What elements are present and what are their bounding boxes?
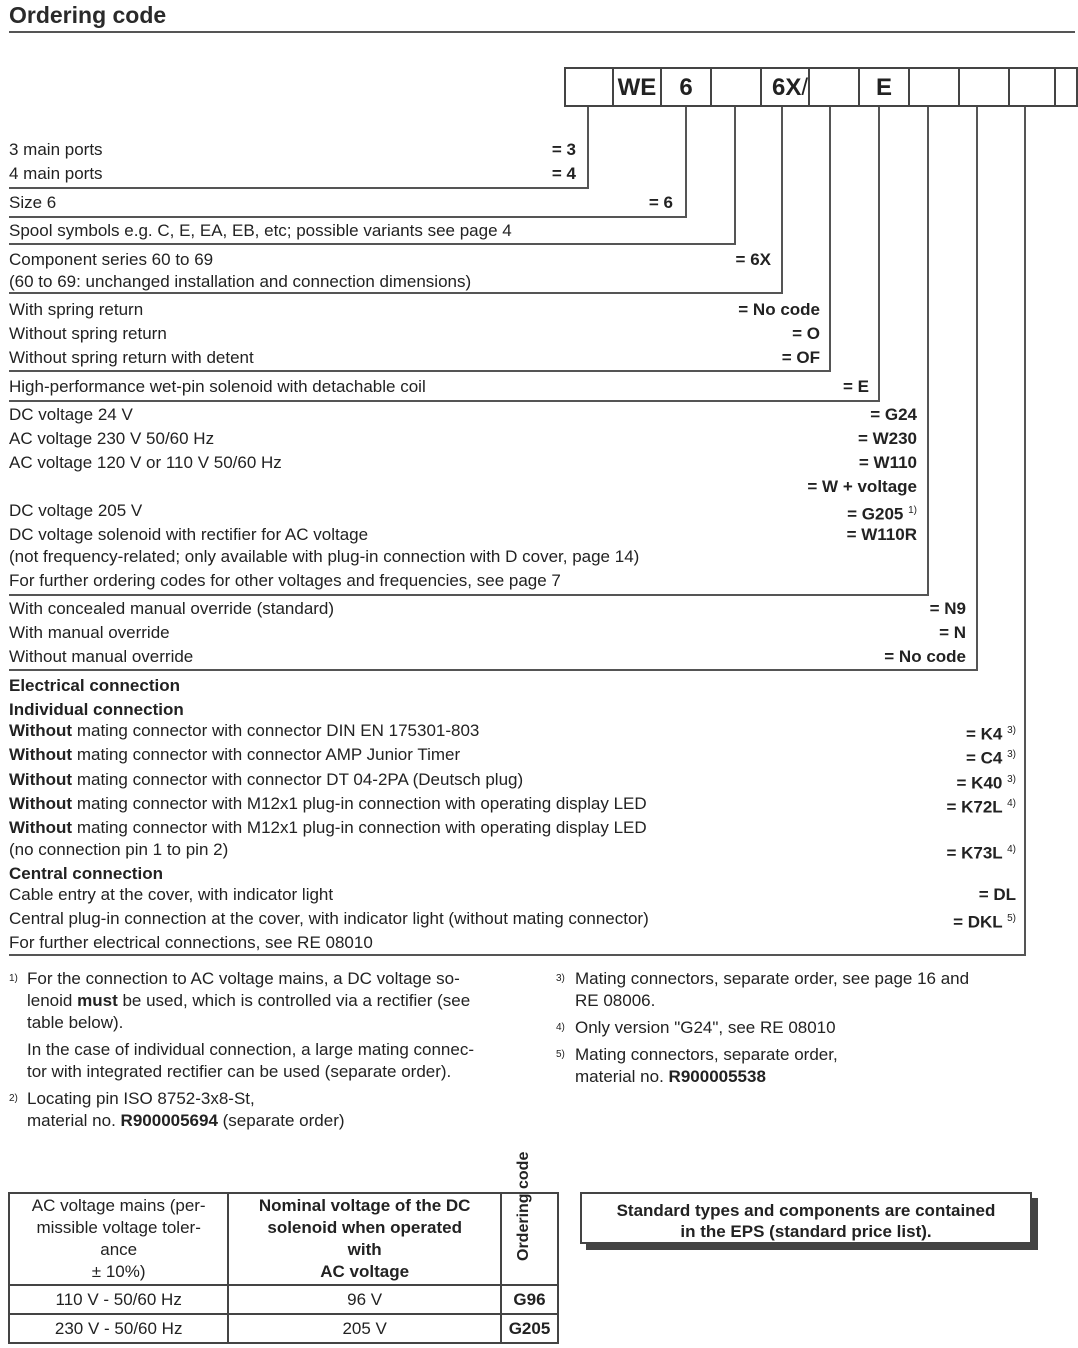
connector-line xyxy=(734,107,736,244)
section-heading: Central connection xyxy=(9,864,163,883)
connector-line xyxy=(829,107,831,371)
row-label: Component series 60 to 69 xyxy=(9,250,214,269)
row-label: DC voltage 24 V xyxy=(9,405,133,424)
row-code: = 4 xyxy=(551,164,576,183)
code-box-series: 6X/ xyxy=(760,69,808,105)
table-header-mains: AC voltage mains (per- missible voltage toler- ance ± 10%) xyxy=(9,1193,228,1285)
table-cell: 96 V xyxy=(228,1285,501,1314)
group-rule xyxy=(9,669,978,671)
row-code: = G24 xyxy=(870,405,917,424)
footnote-3-line: RE 08006. xyxy=(575,991,656,1010)
row-code: = N9 xyxy=(929,599,966,618)
row-label: With manual override xyxy=(9,623,170,642)
footnote-1-line: table below). xyxy=(27,1013,124,1032)
row-code: = W + voltage xyxy=(807,477,917,496)
footnote-4: $^{4)}$ Only version "G24", see RE 08010 xyxy=(556,1018,836,1037)
row-code: = W110R xyxy=(846,525,917,544)
table-header-row xyxy=(9,1193,558,1285)
group-rule xyxy=(9,243,736,245)
row-code: = G205 $^{1)}$ xyxy=(847,504,917,524)
row-label: (not frequency-related; only available with plug-in connection with D cover, page 14) xyxy=(9,547,640,566)
row-label: For further electrical connections, see RE 08010 xyxy=(9,933,373,952)
row-label: Without mating connector with connector DT 04-2PA (Deutsch plug) xyxy=(9,770,524,789)
code-box-spring xyxy=(808,69,858,105)
row-code: = No code xyxy=(738,300,820,319)
row-code: = W110 xyxy=(858,453,917,472)
row-label: With concealed manual override (standard) xyxy=(9,599,335,618)
footnote-5-line: material no. R900005538 xyxy=(575,1067,766,1086)
code-box-override xyxy=(958,69,1008,105)
footnote-3: $^{3)}$ Mating connectors, separate order, see page 16 and xyxy=(556,969,970,988)
table-cell: G205 xyxy=(501,1314,558,1343)
row-label: AC voltage 230 V 50/60 Hz xyxy=(9,429,215,448)
code-box-connection xyxy=(1008,69,1054,105)
row-code: = K73L $^{4)}$ xyxy=(946,843,1016,863)
group-rule xyxy=(9,400,880,402)
connector-line xyxy=(685,107,687,217)
footnote-1-line: In the case of individual connection, a large mating connec- xyxy=(27,1040,474,1059)
code-box-voltage xyxy=(908,69,958,105)
row-label: 3 main ports xyxy=(9,140,103,159)
group-rule xyxy=(9,187,589,189)
title-rule xyxy=(9,31,1075,33)
group-rule xyxy=(9,370,831,372)
ordering-code-boxes xyxy=(564,67,1078,107)
row-code: = OF xyxy=(781,348,820,367)
row-code: = K72L $^{4)}$ xyxy=(946,797,1016,817)
footnote-5: $^{5)}$ Mating connectors, separate order, xyxy=(556,1045,838,1064)
table-cell: 205 V xyxy=(228,1314,501,1343)
connector-line xyxy=(587,107,589,188)
eps-line: in the EPS (standard price list). xyxy=(680,1222,932,1241)
footnote-1-line: tor with integrated rectifier can be used (separate order). xyxy=(27,1062,452,1081)
connector-line xyxy=(927,107,929,595)
row-code: = 6X xyxy=(735,250,771,269)
section-heading: Individual connection xyxy=(9,700,184,719)
row-label: AC voltage 120 V or 110 V 50/60 Hz xyxy=(9,453,282,472)
footnote-1-line: lenoid must be used, which is controlled via a rectifier (see xyxy=(27,991,471,1010)
connector-line xyxy=(976,107,978,670)
table-row xyxy=(9,1314,558,1343)
group-rule xyxy=(9,292,783,294)
row-code: = E xyxy=(843,377,869,396)
row-code: = C4 $^{3)}$ xyxy=(965,748,1016,768)
section-heading: Electrical connection xyxy=(9,676,180,695)
group-rule xyxy=(9,216,687,218)
eps-info-box xyxy=(580,1192,1032,1244)
table-cell: 110 V - 50/60 Hz xyxy=(9,1285,228,1314)
connector-line xyxy=(781,107,783,293)
table-header-code: Ordering code xyxy=(501,1193,558,1285)
code-box-size: 6 xyxy=(660,69,710,105)
row-code: = DKL $^{5)}$ xyxy=(953,912,1016,932)
row-label: Without mating connector with M12x1 plug-in connection with operating display LED xyxy=(9,794,647,813)
row-label: Without mating connector with connector DIN EN 175301-803 xyxy=(9,721,480,740)
eps-line: Standard types and components are contained xyxy=(616,1201,996,1220)
voltage-table xyxy=(8,1151,559,1344)
row-label: Central plug-in connection at the cover, with indicator light (without mating connector) xyxy=(9,909,649,928)
row-label: High-performance wet-pin solenoid with detachable coil xyxy=(9,377,426,396)
footnote-2: $^{2)}$ Locating pin ISO 8752-3x8-St, xyxy=(9,1089,255,1108)
row-label: Cable entry at the cover, with indicator light xyxy=(9,885,334,904)
row-label: For further ordering codes for other voltages and frequencies, see page 7 xyxy=(9,571,561,590)
table-cell: G96 xyxy=(501,1285,558,1314)
connector-line xyxy=(1024,107,1026,955)
code-box-spool xyxy=(710,69,760,105)
row-label: DC voltage solenoid with rectifier for AC voltage xyxy=(9,525,369,544)
row-label: Without manual override xyxy=(9,647,194,666)
table-row xyxy=(9,1285,558,1314)
group-rule xyxy=(9,594,929,596)
row-label: Size 6 xyxy=(9,193,57,212)
row-code: = N xyxy=(939,623,966,642)
table-cell: 230 V - 50/60 Hz xyxy=(9,1314,228,1343)
row-label: Without mating connector with connector AMP Junior Timer xyxy=(9,745,461,764)
code-box-we: WE xyxy=(612,69,660,105)
row-label: (no connection pin 1 to pin 2) xyxy=(9,840,229,859)
row-code: = W230 xyxy=(857,429,917,448)
row-code: = O xyxy=(792,324,820,343)
row-label: 4 main ports xyxy=(9,164,103,183)
row-label: With spring return xyxy=(9,300,144,319)
footnote-2-line: material no. R900005694 (separate order) xyxy=(27,1111,345,1130)
row-code: = 3 xyxy=(551,140,576,159)
row-label: Without spring return xyxy=(9,324,167,343)
page-title: Ordering code xyxy=(9,2,167,28)
row-code: = DL xyxy=(978,885,1016,904)
row-label: Without mating connector with M12x1 plug-in connection with operating display LED xyxy=(9,818,647,837)
table-header-nominal: Nominal voltage of the DC solenoid when operated with AC voltage xyxy=(228,1193,501,1285)
row-label: (60 to 69: unchanged installation and connection dimensions) xyxy=(9,272,472,291)
code-box-solenoid: E xyxy=(858,69,908,105)
row-code: = K40 $^{3)}$ xyxy=(956,773,1016,793)
group-rule xyxy=(9,954,1026,956)
row-label: DC voltage 205 V xyxy=(9,501,143,520)
connector-line xyxy=(878,107,880,401)
code-box-extra xyxy=(1054,69,1078,105)
row-label: Spool symbols e.g. C, E, EA, EB, etc; possible variants see page 4 xyxy=(9,221,512,240)
row-code: = No code xyxy=(884,647,966,666)
row-label: Without spring return with detent xyxy=(9,348,254,367)
row-code: = 6 xyxy=(648,193,673,212)
row-code: = K4 $^{3)}$ xyxy=(965,724,1016,744)
footnote-1: $^{1)}$ For the connection to AC voltage mains, a DC voltage so- xyxy=(9,969,460,988)
